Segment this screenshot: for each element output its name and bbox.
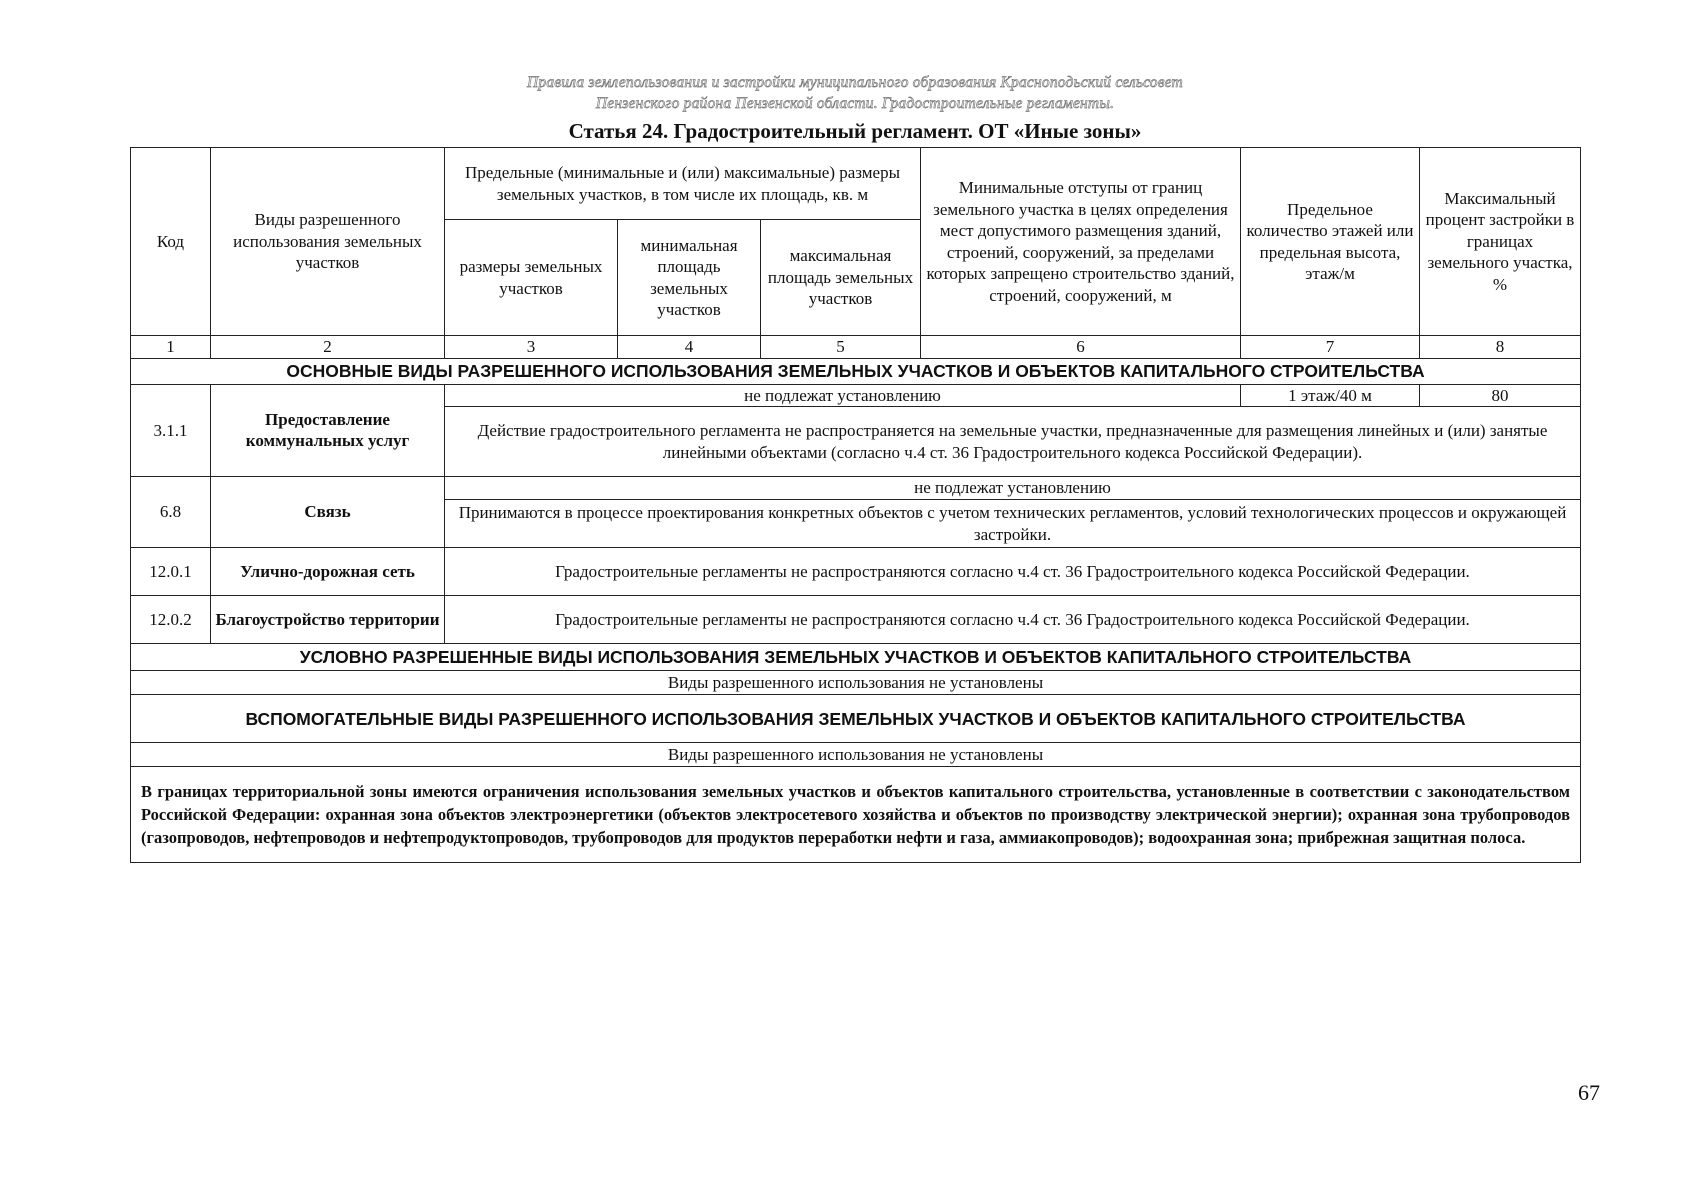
column-number: 2 xyxy=(211,336,445,359)
section-conditional-value: Виды разрешенного использования не установлены xyxy=(131,671,1581,695)
section-conditional-row xyxy=(131,644,1581,671)
column-number: 7 xyxy=(1241,336,1420,359)
row-not-set: не подлежат установлению xyxy=(445,384,1241,407)
header-row-1 xyxy=(131,148,1581,220)
section-auxiliary-heading: ВСПОМОГАТЕЛЬНЫЕ ВИДЫ РАЗРЕШЕННОГО ИСПОЛЬЗОВАНИЯ ЗЕМЕЛЬНЫХ УЧАСТКОВ И ОБЪЕКТОВ КАПИТАЛЬНОГО СТРОИТЕЛЬСТВА xyxy=(131,695,1581,743)
running-header xyxy=(130,72,1580,114)
header-limits-group: Предельные (минимальные и (или) максимальные) размеры земельных участков, в том числе их площадь, кв. м xyxy=(445,148,921,220)
restrictions-note: В границах территориальной зоны имеются ограничения использования земельных участков и объектов капитального строительства, установленные в соответствии с законодательством Российской Федерации: охранная зона объектов электроэнергетики (объектов электросетевого хозяйства и объектов по производству электрической энергии); охранная зона трубопроводов (газопроводов, нефтепроводов и нефтепродуктопроводов, трубопроводов для продуктов переработки нефти и газа, аммиакопроводов); водоохранная зона; прибрежная защитная полоса. xyxy=(131,767,1581,863)
header-floors: Предельное количество этажей или предельная высота, этаж/м xyxy=(1241,148,1420,336)
row-note: Действие градостроительного регламента не распространяется на земельные участки, предназначенные для размещения линейных и (или) занятые линейными объектами (согласно ч.4 ст. 36 Градостроительного кодекса Российской Федерации). xyxy=(445,407,1581,477)
header-min-area: минимальная площадь земельных участков xyxy=(618,220,761,336)
running-header-line-1: Правила землепользования и застройки муниципального образования Красноподьский сельсовет xyxy=(527,74,1183,91)
restrictions-row xyxy=(131,767,1581,863)
row-code: 6.8 xyxy=(131,477,211,548)
regulation-table xyxy=(130,147,1581,863)
column-number: 5 xyxy=(761,336,921,359)
header-types: Виды разрешенного использования земельных участков xyxy=(211,148,445,336)
table-row xyxy=(131,596,1581,644)
header-code: Код xyxy=(131,148,211,336)
row-name: Связь xyxy=(211,477,445,548)
row-code: 3.1.1 xyxy=(131,384,211,477)
column-number: 6 xyxy=(921,336,1241,359)
column-number: 3 xyxy=(445,336,618,359)
section-main-heading: ОСНОВНЫЕ ВИДЫ РАЗРЕШЕННОГО ИСПОЛЬЗОВАНИЯ ЗЕМЕЛЬНЫХ УЧАСТКОВ И ОБЪЕКТОВ КАПИТАЛЬНОГО СТРОИТЕЛЬСТВА xyxy=(131,358,1581,384)
column-number: 1 xyxy=(131,336,211,359)
row-code: 12.0.1 xyxy=(131,548,211,596)
column-numbers-row xyxy=(131,336,1581,359)
section-auxiliary-row xyxy=(131,695,1581,743)
row-name: Предоставление коммунальных услуг xyxy=(211,384,445,477)
header-sizes: размеры земельных участков xyxy=(445,220,618,336)
page-number: 67 xyxy=(1578,1080,1600,1105)
section-auxiliary-value: Виды разрешенного использования не установлены xyxy=(131,743,1581,767)
running-header-line-2: Пензенского района Пензенской области. Градостроительные регламенты. xyxy=(595,95,1115,112)
section-conditional-heading: УСЛОВНО РАЗРЕШЕННЫЕ ВИДЫ ИСПОЛЬЗОВАНИЯ ЗЕМЕЛЬНЫХ УЧАСТКОВ И ОБЪЕКТОВ КАПИТАЛЬНОГО СТРОИТЕЛЬСТВА xyxy=(131,644,1581,671)
row-note: Градостроительные регламенты не распространяются согласно ч.4 ст. 36 Градостроительного кодекса Российской Федерации. xyxy=(445,596,1581,644)
row-code: 12.0.2 xyxy=(131,596,211,644)
table-row xyxy=(131,384,1581,407)
table-row xyxy=(131,477,1581,500)
row-note: Принимаются в процессе проектирования конкретных объектов с учетом технических регламентов, условий технологических процессов и окружающей застройки. xyxy=(445,500,1581,548)
column-number: 4 xyxy=(618,336,761,359)
header-max-percent: Максимальный процент застройки в границах земельного участка, % xyxy=(1420,148,1581,336)
column-number: 8 xyxy=(1420,336,1581,359)
table-row xyxy=(131,548,1581,596)
section-conditional-value-row xyxy=(131,671,1581,695)
row-floors: 1 этаж/40 м xyxy=(1241,384,1420,407)
section-main-row xyxy=(131,358,1581,384)
row-percent: 80 xyxy=(1420,384,1581,407)
page-title: Статья 24. Градостроительный регламент. ОТ «Иные зоны» xyxy=(568,119,1142,143)
header-max-area: максимальная площадь земельных участков xyxy=(761,220,921,336)
row-name: Благоустройство территории xyxy=(211,596,445,644)
row-name: Улично-дорожная сеть xyxy=(211,548,445,596)
row-not-set: не подлежат установлению xyxy=(445,477,1581,500)
header-setbacks: Минимальные отступы от границ земельного участка в целях определения мест допустимого размещения зданий, строений, сооружений, за пределами которых запрещено строительство зданий, строений, сооружений, м xyxy=(921,148,1241,336)
section-auxiliary-value-row xyxy=(131,743,1581,767)
row-note: Градостроительные регламенты не распространяются согласно ч.4 ст. 36 Градостроительного кодекса Российской Федерации. xyxy=(445,548,1581,596)
